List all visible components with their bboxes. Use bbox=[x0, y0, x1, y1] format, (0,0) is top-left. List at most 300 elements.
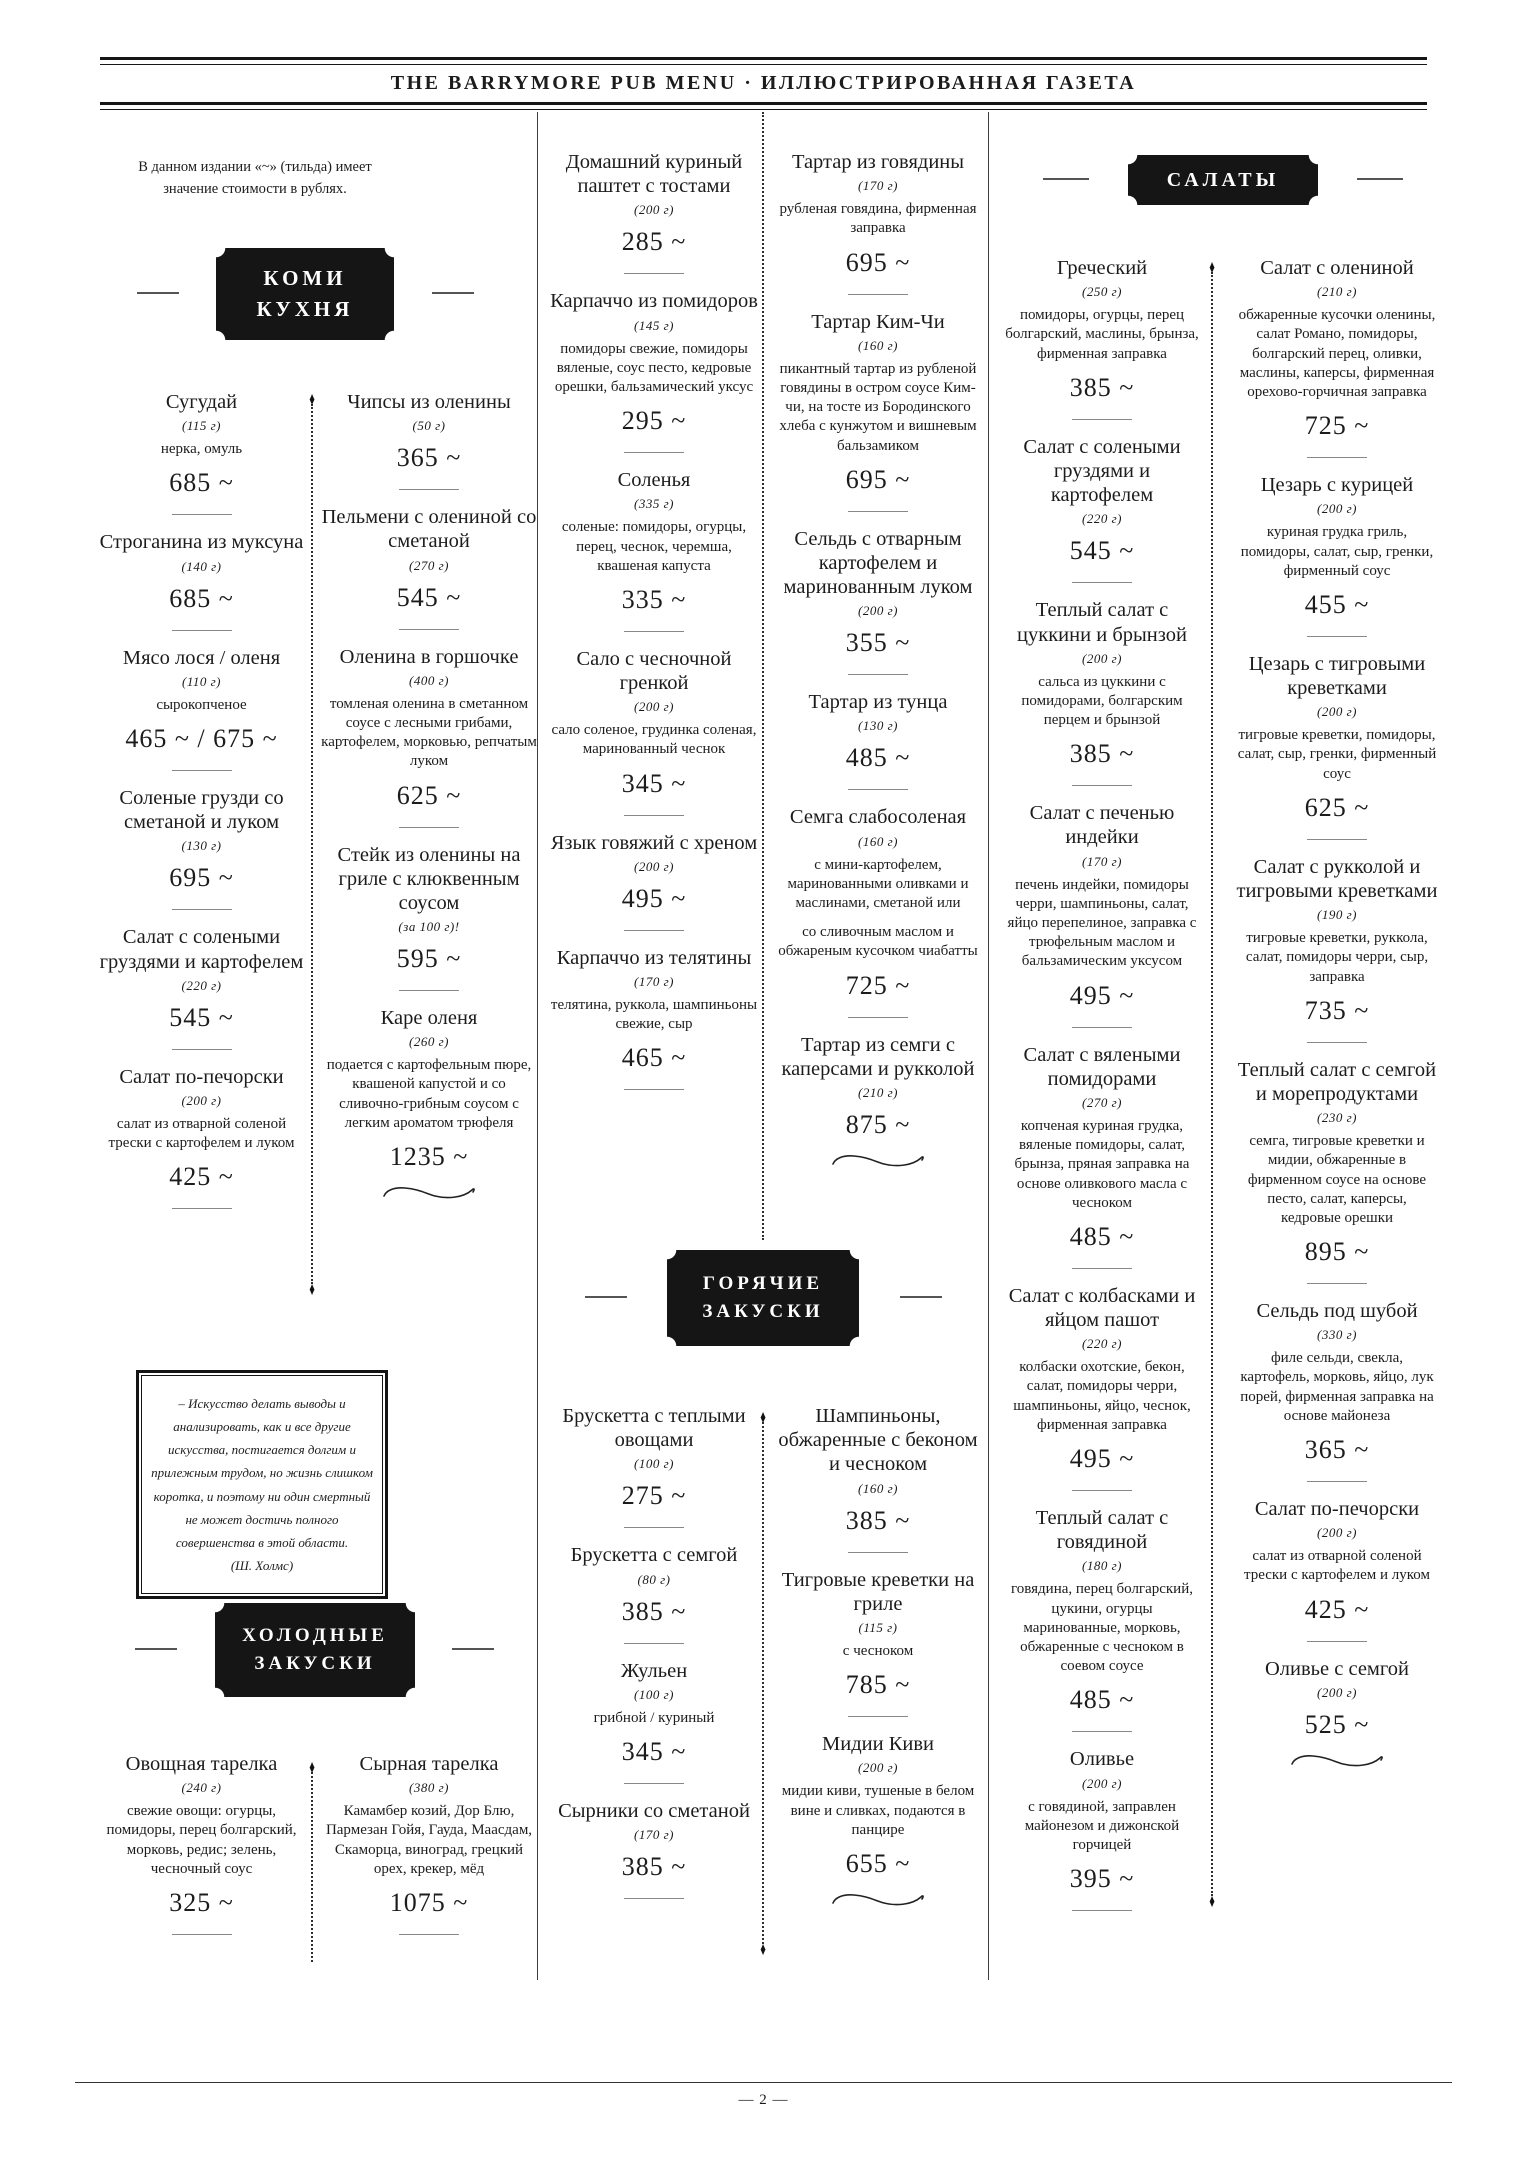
item-title: Сельдь под шубой bbox=[1256, 1300, 1418, 1323]
item-divider bbox=[172, 770, 232, 771]
item-price: 325 ~ bbox=[169, 1887, 234, 1917]
item-price: 365 ~ bbox=[1304, 1435, 1370, 1464]
menu-item bbox=[1236, 652, 1438, 840]
item-description: сало соленое, грудинка соленая, маринованный чеснок bbox=[551, 722, 757, 758]
item-title: Тартар из семги с каперсами и рукколой bbox=[781, 1033, 975, 1080]
menu-column-komi-left bbox=[94, 390, 309, 1224]
item-title: Мясо лося / оленя bbox=[122, 646, 281, 669]
item-divider bbox=[1072, 1910, 1132, 1911]
item-description: тигровые креветки, руккола, салат, помидоры черри, сыр, заправка bbox=[1245, 930, 1429, 985]
item-title: Салат по-печорски bbox=[1254, 1498, 1420, 1520]
item-title: Мидии Киви bbox=[822, 1733, 934, 1756]
item-portion: (330 г) bbox=[1317, 1327, 1357, 1343]
item-price: 695 ~ bbox=[169, 863, 234, 893]
menu-item bbox=[320, 843, 538, 992]
menu-item bbox=[320, 1006, 538, 1202]
item-divider bbox=[848, 294, 908, 295]
menu-item bbox=[1236, 256, 1438, 458]
item-description: томленая оленина в сметанном соусе с лесными грибами, картофелем, морковью, репчатым луком bbox=[321, 695, 537, 770]
diamond-marker: ♦ bbox=[1209, 257, 1215, 279]
menu-item bbox=[548, 150, 760, 274]
menu-item bbox=[94, 1752, 309, 1935]
section-badge-komi-kitchen: КОМИ КУХНЯ bbox=[216, 248, 394, 340]
section-dash bbox=[1043, 178, 1089, 180]
item-price: 455 ~ bbox=[1304, 589, 1370, 619]
item-title: Тартар Ким-Чи bbox=[811, 310, 945, 333]
item-title: Салат по-печорски bbox=[119, 1065, 284, 1088]
item-title: Сырная тарелка bbox=[359, 1753, 499, 1775]
item-divider bbox=[172, 514, 232, 515]
item-divider bbox=[172, 630, 232, 631]
item-title: Оливье с семгой bbox=[1264, 1657, 1410, 1680]
item-price: 685 ~ bbox=[169, 583, 234, 613]
item-description: мидии киви, тушеные в белом вине и сливках, подаются в панцире bbox=[781, 1783, 975, 1838]
item-portion: (100 г) bbox=[634, 1686, 674, 1702]
item-divider bbox=[1307, 636, 1367, 637]
item-title: Тартар из тунца bbox=[808, 691, 948, 714]
swash-ornament bbox=[379, 1184, 479, 1202]
item-description: семга, тигровые креветки и мидии, обжаренные в фирменном соусе на основе песто, салат, каперсы, кедровые орешки bbox=[1247, 1133, 1427, 1226]
item-title: Сало с чесночной гренкой bbox=[576, 647, 732, 695]
item-price: 895 ~ bbox=[1304, 1237, 1370, 1267]
item-description: салат из отварной соленой трески с картофелем и луком bbox=[1243, 1548, 1431, 1584]
menu-item bbox=[1236, 473, 1438, 637]
menu-column-hot-left bbox=[548, 1404, 760, 1914]
menu-item bbox=[548, 831, 760, 931]
currency-note bbox=[100, 156, 410, 201]
item-divider bbox=[1072, 1490, 1132, 1491]
item-portion: (110 г) bbox=[181, 673, 221, 689]
item-portion: (50 г) bbox=[412, 418, 446, 434]
item-description: с говядиной, заправлен майонезом и дижонской горчицей bbox=[1024, 1798, 1180, 1853]
header-rule-top bbox=[100, 57, 1427, 65]
item-price: 545 ~ bbox=[1069, 536, 1135, 566]
item-title: Теплый салат с говядиной bbox=[1035, 1507, 1169, 1554]
item-title: Соленые грузди со сметаной и луком bbox=[119, 786, 284, 834]
item-portion: (200 г) bbox=[634, 202, 674, 218]
item-title: Оливье bbox=[1069, 1748, 1135, 1771]
item-portion: (200 г) bbox=[181, 1092, 222, 1108]
section-dash bbox=[432, 292, 474, 294]
item-description: филе сельди, свекла, картофель, морковь, яйцо, лук порей, фирменная заправка на основе майонеза bbox=[1240, 1350, 1434, 1424]
item-divider bbox=[624, 930, 684, 931]
item-title: Салат с солеными груздями и картофелем bbox=[1023, 435, 1181, 507]
menu-item bbox=[1236, 1657, 1438, 1770]
item-title: Теплый салат с цуккини и брынзой bbox=[1017, 599, 1187, 646]
diamond-marker: ♦ bbox=[309, 389, 315, 411]
item-divider bbox=[1307, 1283, 1367, 1284]
item-divider bbox=[1307, 1641, 1367, 1642]
item-price: 595 ~ bbox=[396, 944, 462, 974]
item-description: сальса из цуккини с помидорами, болгарским перцем и брынзой bbox=[1021, 673, 1183, 729]
section-dash bbox=[900, 1296, 942, 1298]
item-title: Семга слабосоленая bbox=[789, 806, 967, 829]
item-price: 385 ~ bbox=[1069, 739, 1135, 769]
item-title: Салат с рукколой и тигровыми креветками bbox=[1236, 855, 1438, 902]
menu-item bbox=[548, 1799, 760, 1899]
menu-column-cold-left bbox=[94, 1752, 309, 1950]
item-divider bbox=[624, 1089, 684, 1090]
item-title: Домашний куриный паштет с тостами bbox=[565, 151, 743, 198]
item-portion: (270 г) bbox=[409, 557, 449, 573]
item-description: салат из отварной соленой трески с картофелем и луком bbox=[108, 1115, 295, 1152]
quote-author: (Ш. Холмс) bbox=[230, 1557, 294, 1573]
menu-item bbox=[771, 527, 985, 676]
item-portion: (220 г) bbox=[1082, 511, 1122, 527]
item-portion: (270 г) bbox=[1082, 1094, 1122, 1110]
item-price: 685 ~ bbox=[169, 468, 234, 498]
item-divider bbox=[1072, 1268, 1132, 1269]
item-title: Оленина в горшочке bbox=[339, 645, 519, 668]
item-divider bbox=[624, 631, 684, 632]
item-price: 545 ~ bbox=[396, 582, 462, 612]
item-title: Стейк из оленины на гриле с клюквенным соусом bbox=[337, 843, 521, 914]
item-portion: (200 г) bbox=[858, 603, 898, 619]
item-price: 385 ~ bbox=[845, 1505, 911, 1535]
item-portion: (100 г) bbox=[634, 1456, 674, 1472]
item-title: Жульен bbox=[620, 1659, 688, 1682]
column-rule bbox=[988, 112, 989, 1980]
menu-item bbox=[1001, 1043, 1203, 1269]
menu-item bbox=[320, 645, 538, 828]
menu-item bbox=[94, 925, 309, 1049]
menu-item bbox=[548, 946, 760, 1091]
item-portion: (200 г) bbox=[1082, 650, 1122, 666]
item-divider bbox=[624, 1898, 684, 1899]
menu-item bbox=[771, 805, 985, 1017]
item-portion: (170 г) bbox=[1082, 853, 1122, 869]
diamond-marker: ♦ bbox=[760, 1407, 766, 1429]
item-title: Брускетта с теплыми овощами bbox=[562, 1405, 746, 1452]
item-price: 495 ~ bbox=[1069, 980, 1135, 1010]
item-divider bbox=[172, 1934, 232, 1935]
item-divider bbox=[624, 1527, 684, 1528]
page-number: — 2 — bbox=[738, 2092, 789, 2108]
item-divider bbox=[1072, 1731, 1132, 1732]
item-portion: (335 г) bbox=[634, 496, 674, 512]
menu-item bbox=[771, 1568, 985, 1718]
menu-column-hot-right bbox=[771, 1404, 985, 1919]
item-price: 395 ~ bbox=[1069, 1864, 1135, 1894]
menu-item bbox=[1236, 855, 1438, 1043]
item-portion: (220 г) bbox=[181, 977, 222, 993]
swash-ornament bbox=[1287, 1752, 1387, 1770]
item-description: помидоры, огурцы, перец болгарский, маслины, брынза, фирменная заправка bbox=[1005, 307, 1199, 362]
item-description: подается с картофельным пюре, квашеной капустой и со сливочно-грибным соусом с легким ароматом трюфеля bbox=[326, 1057, 532, 1131]
item-portion: (200 г) bbox=[634, 699, 674, 715]
item-price: 365 ~ bbox=[396, 443, 462, 473]
item-description: пикантный тартар из рубленой говядины в остром соусе Ким-чи, на тосте из Бородинского хлеба с кунжутом и вишневым бальзамиком bbox=[779, 360, 977, 454]
menu-item bbox=[548, 1659, 760, 1784]
item-divider bbox=[1307, 457, 1367, 458]
item-divider bbox=[399, 990, 459, 991]
item-price: 1075 ~ bbox=[389, 1887, 469, 1917]
item-description: соленые: помидоры, огурцы, перец, чеснок, черемша, квашеная капуста bbox=[561, 519, 747, 574]
menu-item bbox=[94, 530, 309, 630]
item-description: рубленая говядина, фирменная заправка bbox=[779, 201, 977, 237]
item-price: 735 ~ bbox=[1304, 995, 1370, 1025]
item-description: печень индейки, помидоры черри, шампиньоны, салат, яйцо перепелиное, заправка с трюфельным маслом и бальзамическим уксусом bbox=[1007, 876, 1197, 970]
item-divider bbox=[624, 1783, 684, 1784]
item-price: 495 ~ bbox=[1069, 1444, 1135, 1473]
item-title: Брускетта с семгой bbox=[570, 1544, 738, 1567]
item-divider bbox=[1072, 785, 1132, 786]
item-divider bbox=[1072, 419, 1132, 420]
item-price: 465 ~ bbox=[621, 1043, 687, 1073]
item-title: Пельмени с олениной со сметаной bbox=[321, 506, 537, 553]
item-price: 525 ~ bbox=[1304, 1709, 1370, 1739]
item-divider bbox=[848, 1552, 908, 1553]
item-price: 545 ~ bbox=[169, 1002, 234, 1032]
item-description: с мини-картофелем, маринованными оливками и маслинами, сметаной или bbox=[787, 856, 969, 911]
section-dash bbox=[452, 1648, 494, 1650]
item-price: 495 ~ bbox=[621, 883, 687, 913]
item-divider bbox=[1307, 1481, 1367, 1482]
item-portion: (200 г) bbox=[1317, 1684, 1357, 1700]
item-title: Салат с солеными груздями и картофелем bbox=[99, 926, 304, 973]
item-divider bbox=[848, 1716, 908, 1717]
item-price: 785 ~ bbox=[845, 1670, 911, 1700]
item-divider bbox=[624, 273, 684, 274]
page-title: THE BARRYMORE PUB MENU · ИЛЛЮСТРИРОВАННАЯ ГАЗЕТА bbox=[390, 72, 1137, 94]
item-price: 345 ~ bbox=[621, 1736, 687, 1766]
item-price: 295 ~ bbox=[621, 406, 687, 436]
item-title: Карпаччо из телятины bbox=[556, 946, 752, 969]
item-price: 385 ~ bbox=[621, 1852, 687, 1882]
item-portion: (170 г) bbox=[634, 1827, 674, 1843]
menu-item bbox=[1001, 256, 1203, 420]
footer-rule bbox=[75, 2082, 1452, 2083]
item-portion: (200 г) bbox=[1317, 1525, 1357, 1541]
item-portion: (250 г) bbox=[1082, 284, 1122, 300]
item-portion: (170 г) bbox=[634, 974, 674, 989]
item-portion: (160 г) bbox=[858, 1480, 898, 1496]
item-description: копченая куриная грудка, вяленые помидоры, салат, брынза, пряная заправка на основе оливкового масла с чесноком bbox=[1014, 1117, 1190, 1211]
menu-item bbox=[1236, 1497, 1438, 1642]
currency-note-line-2: значение стоимости в рублях. bbox=[163, 181, 347, 198]
item-portion: (180 г) bbox=[1082, 1558, 1122, 1574]
item-divider bbox=[1072, 1027, 1132, 1028]
menu-item bbox=[771, 690, 985, 790]
item-portion: (115 г) bbox=[181, 418, 221, 434]
item-divider bbox=[399, 629, 459, 630]
item-portion: (130 г) bbox=[181, 838, 222, 854]
item-portion: (115 г) bbox=[858, 1619, 898, 1635]
menu-item bbox=[1001, 1747, 1203, 1911]
item-price: 625 ~ bbox=[396, 780, 462, 810]
item-portion: (80 г) bbox=[637, 1571, 671, 1587]
item-title: Цезарь с тигровыми креветками bbox=[1248, 652, 1426, 700]
menu-item bbox=[771, 1033, 985, 1170]
item-title: Теплый салат с семгой и морепродуктами bbox=[1237, 1058, 1437, 1105]
item-title: Салат с колбасками и яйцом пашот bbox=[1008, 1284, 1196, 1332]
item-price: 485 ~ bbox=[1069, 1221, 1135, 1251]
section-dash bbox=[135, 1648, 177, 1650]
item-price: 385 ~ bbox=[1069, 372, 1135, 402]
item-price: 655 ~ bbox=[845, 1848, 911, 1878]
item-price: 1235 ~ bbox=[389, 1142, 469, 1171]
item-portion: (260 г) bbox=[409, 1034, 449, 1050]
menu-item bbox=[1236, 1299, 1438, 1482]
item-title: Салат с олениной bbox=[1260, 257, 1414, 279]
item-price: 335 ~ bbox=[621, 584, 687, 614]
item-divider bbox=[399, 1934, 459, 1935]
item-portion: (200 г) bbox=[858, 1760, 898, 1776]
item-portion: (160 г) bbox=[858, 337, 898, 353]
item-divider bbox=[624, 815, 684, 816]
item-portion: (200 г) bbox=[1317, 501, 1357, 517]
item-price: 425 ~ bbox=[1304, 1594, 1370, 1624]
item-portion: (200 г) bbox=[1082, 1775, 1122, 1791]
swash-ornament bbox=[828, 1152, 928, 1170]
item-description-2: со сливочным маслом и обжареным кусочком чиабатты bbox=[778, 924, 978, 960]
item-divider bbox=[399, 489, 459, 490]
item-description: телятина, руккола, шампиньоны свежие, сыр bbox=[550, 997, 758, 1033]
menu-item bbox=[771, 1732, 985, 1909]
item-title: Сугудай bbox=[165, 391, 238, 413]
menu-item bbox=[320, 390, 538, 490]
section-badge-hot-starters: ГОРЯЧИЕ ЗАКУСКИ bbox=[667, 1250, 859, 1346]
item-price: 695 ~ bbox=[845, 464, 911, 494]
menu-column-salads-right bbox=[1236, 256, 1438, 1780]
item-title: Строганина из муксуна bbox=[99, 531, 304, 554]
item-price: 725 ~ bbox=[1304, 411, 1370, 441]
menu-item bbox=[771, 150, 985, 295]
menu-item bbox=[1001, 598, 1203, 786]
dotted-column-divider bbox=[311, 404, 313, 1284]
item-title: Салат с вялеными помидорами bbox=[1023, 1043, 1181, 1090]
item-price: 465 ~ / 675 ~ bbox=[125, 723, 278, 753]
menu-column-starters bbox=[548, 150, 760, 1105]
dotted-column-divider bbox=[762, 112, 764, 1240]
item-description: куриная грудка гриль, помидоры, салат, сыр, гренки, фирменный соус bbox=[1240, 524, 1434, 579]
header-rule-bottom bbox=[100, 102, 1427, 110]
item-portion: (190 г) bbox=[1317, 907, 1357, 923]
menu-item bbox=[1001, 435, 1203, 584]
item-divider bbox=[1307, 839, 1367, 840]
item-description: грибной / куриный bbox=[593, 1709, 715, 1726]
menu-item bbox=[320, 505, 538, 629]
currency-note-line-1: В данном издании «~» (тильда) имеет bbox=[138, 159, 372, 175]
item-title: Каре оленя bbox=[380, 1007, 478, 1030]
section-badge-cold-starters: ХОЛОДНЫЕ ЗАКУСКИ bbox=[215, 1603, 415, 1697]
item-portion: (220 г) bbox=[1082, 1336, 1122, 1352]
item-divider bbox=[848, 789, 908, 790]
item-divider bbox=[172, 1208, 232, 1209]
item-price: 625 ~ bbox=[1304, 792, 1370, 822]
diamond-marker: ♦ bbox=[309, 1757, 315, 1779]
item-price: 875 ~ bbox=[845, 1109, 911, 1139]
menu-item bbox=[548, 289, 760, 453]
item-portion: (170 г) bbox=[858, 178, 898, 194]
item-title: Язык говяжий с хреном bbox=[550, 831, 758, 854]
menu-item bbox=[771, 1404, 985, 1553]
item-price: 385 ~ bbox=[621, 1596, 687, 1626]
menu-item bbox=[548, 1543, 760, 1643]
menu-item bbox=[94, 786, 309, 910]
item-description: колбаски охотские, бекон, салат, помидоры черри, шампиньоны, яйцо, чеснок, фирменная заправка bbox=[1013, 1359, 1191, 1433]
item-description: нерка, омуль bbox=[160, 441, 243, 458]
item-portion: (210 г) bbox=[1317, 284, 1357, 300]
item-price: 345 ~ bbox=[621, 768, 687, 798]
item-divider bbox=[848, 511, 908, 512]
item-description: тигровые креветки, помидоры, салат, сыр, гренки, фирменный соус bbox=[1237, 727, 1437, 782]
menu-column-komi-right bbox=[320, 390, 538, 1212]
dotted-column-divider bbox=[311, 1772, 313, 1962]
item-title: Чипсы из оленины bbox=[347, 391, 511, 413]
item-portion: (145 г) bbox=[634, 317, 674, 333]
menu-item bbox=[94, 1065, 309, 1210]
item-divider bbox=[848, 674, 908, 675]
item-price: 355 ~ bbox=[845, 628, 911, 658]
item-portion: (240 г) bbox=[181, 1780, 222, 1796]
section-badge-salads: САЛАТЫ bbox=[1128, 155, 1318, 205]
item-title: Греческий bbox=[1056, 257, 1148, 279]
item-divider bbox=[1072, 582, 1132, 583]
item-price: 485 ~ bbox=[845, 743, 911, 773]
menu-item bbox=[1001, 801, 1203, 1027]
item-title: Цезарь с курицей bbox=[1260, 474, 1414, 497]
diamond-marker: ♦ bbox=[309, 1279, 315, 1301]
diamond-marker: ♦ bbox=[760, 1939, 766, 1961]
item-portion: (380 г) bbox=[409, 1780, 449, 1796]
item-divider bbox=[624, 1643, 684, 1644]
item-price: 695 ~ bbox=[845, 247, 911, 277]
item-description: Камамбер козий, Дор Блю, Пармезан Гойя, Гауда, Маасдам, Скаморца, виноград, грецкий орех, крекер, мёд bbox=[325, 1803, 533, 1877]
item-portion: (160 г) bbox=[858, 833, 898, 849]
item-title: Сельдь с отварным картофелем и маринованным луком bbox=[783, 527, 973, 599]
item-title: Шампиньоны, обжаренные с беконом и чесноком bbox=[778, 1405, 978, 1476]
item-price: 275 ~ bbox=[621, 1481, 687, 1511]
diamond-marker: ♦ bbox=[1209, 1891, 1215, 1913]
item-portion: (230 г) bbox=[1317, 1110, 1357, 1126]
menu-item bbox=[320, 1752, 538, 1935]
item-portion: (210 г) bbox=[858, 1084, 898, 1100]
item-divider bbox=[1307, 1042, 1367, 1043]
swash-ornament bbox=[828, 1891, 928, 1909]
menu-item bbox=[548, 468, 760, 632]
item-description: сырокопченое bbox=[156, 696, 247, 713]
menu-column-tartars bbox=[771, 150, 985, 1180]
quote-box bbox=[136, 1370, 388, 1599]
menu-item bbox=[771, 310, 985, 512]
item-portion: (200 г) bbox=[1317, 704, 1357, 720]
menu-item bbox=[94, 390, 309, 515]
item-title: Овощная тарелка bbox=[125, 1753, 278, 1775]
item-description: свежие овощи: огурцы, помидоры, перец болгарский, морковь, редис; зелень, чесночный соус bbox=[106, 1803, 297, 1877]
menu-column-cold-right bbox=[320, 1752, 538, 1950]
section-dash bbox=[585, 1296, 627, 1298]
dotted-column-divider bbox=[1211, 272, 1213, 1896]
section-dash bbox=[1357, 178, 1403, 180]
quote-text: – Искусство делать выводы и анализировать, как и все другие искусства, постигается долгим и прилежным трудом, но жизнь слишком коротка, и поэтому ни один смертный не может достичь полного совершенства в этой области. bbox=[151, 1396, 373, 1550]
item-portion: (за 100 г)! bbox=[398, 919, 460, 935]
item-description: с чесноком bbox=[842, 1642, 914, 1659]
item-description: помидоры свежие, помидоры вяленые, соус песто, кедровые орешки, бальзамический уксус bbox=[554, 340, 754, 395]
menu-item bbox=[1001, 1506, 1203, 1732]
quote-inner bbox=[141, 1375, 383, 1594]
item-title: Сырники со сметаной bbox=[558, 1799, 750, 1822]
item-price: 285 ~ bbox=[621, 227, 687, 257]
section-dash bbox=[137, 292, 179, 294]
menu-item bbox=[548, 647, 760, 816]
item-divider bbox=[172, 909, 232, 910]
item-title: Карпаччо из помидоров bbox=[550, 290, 758, 313]
item-title: Тартар из говядины bbox=[791, 151, 965, 173]
item-divider bbox=[172, 1049, 232, 1050]
item-divider bbox=[624, 452, 684, 453]
menu-item bbox=[1236, 1058, 1438, 1284]
